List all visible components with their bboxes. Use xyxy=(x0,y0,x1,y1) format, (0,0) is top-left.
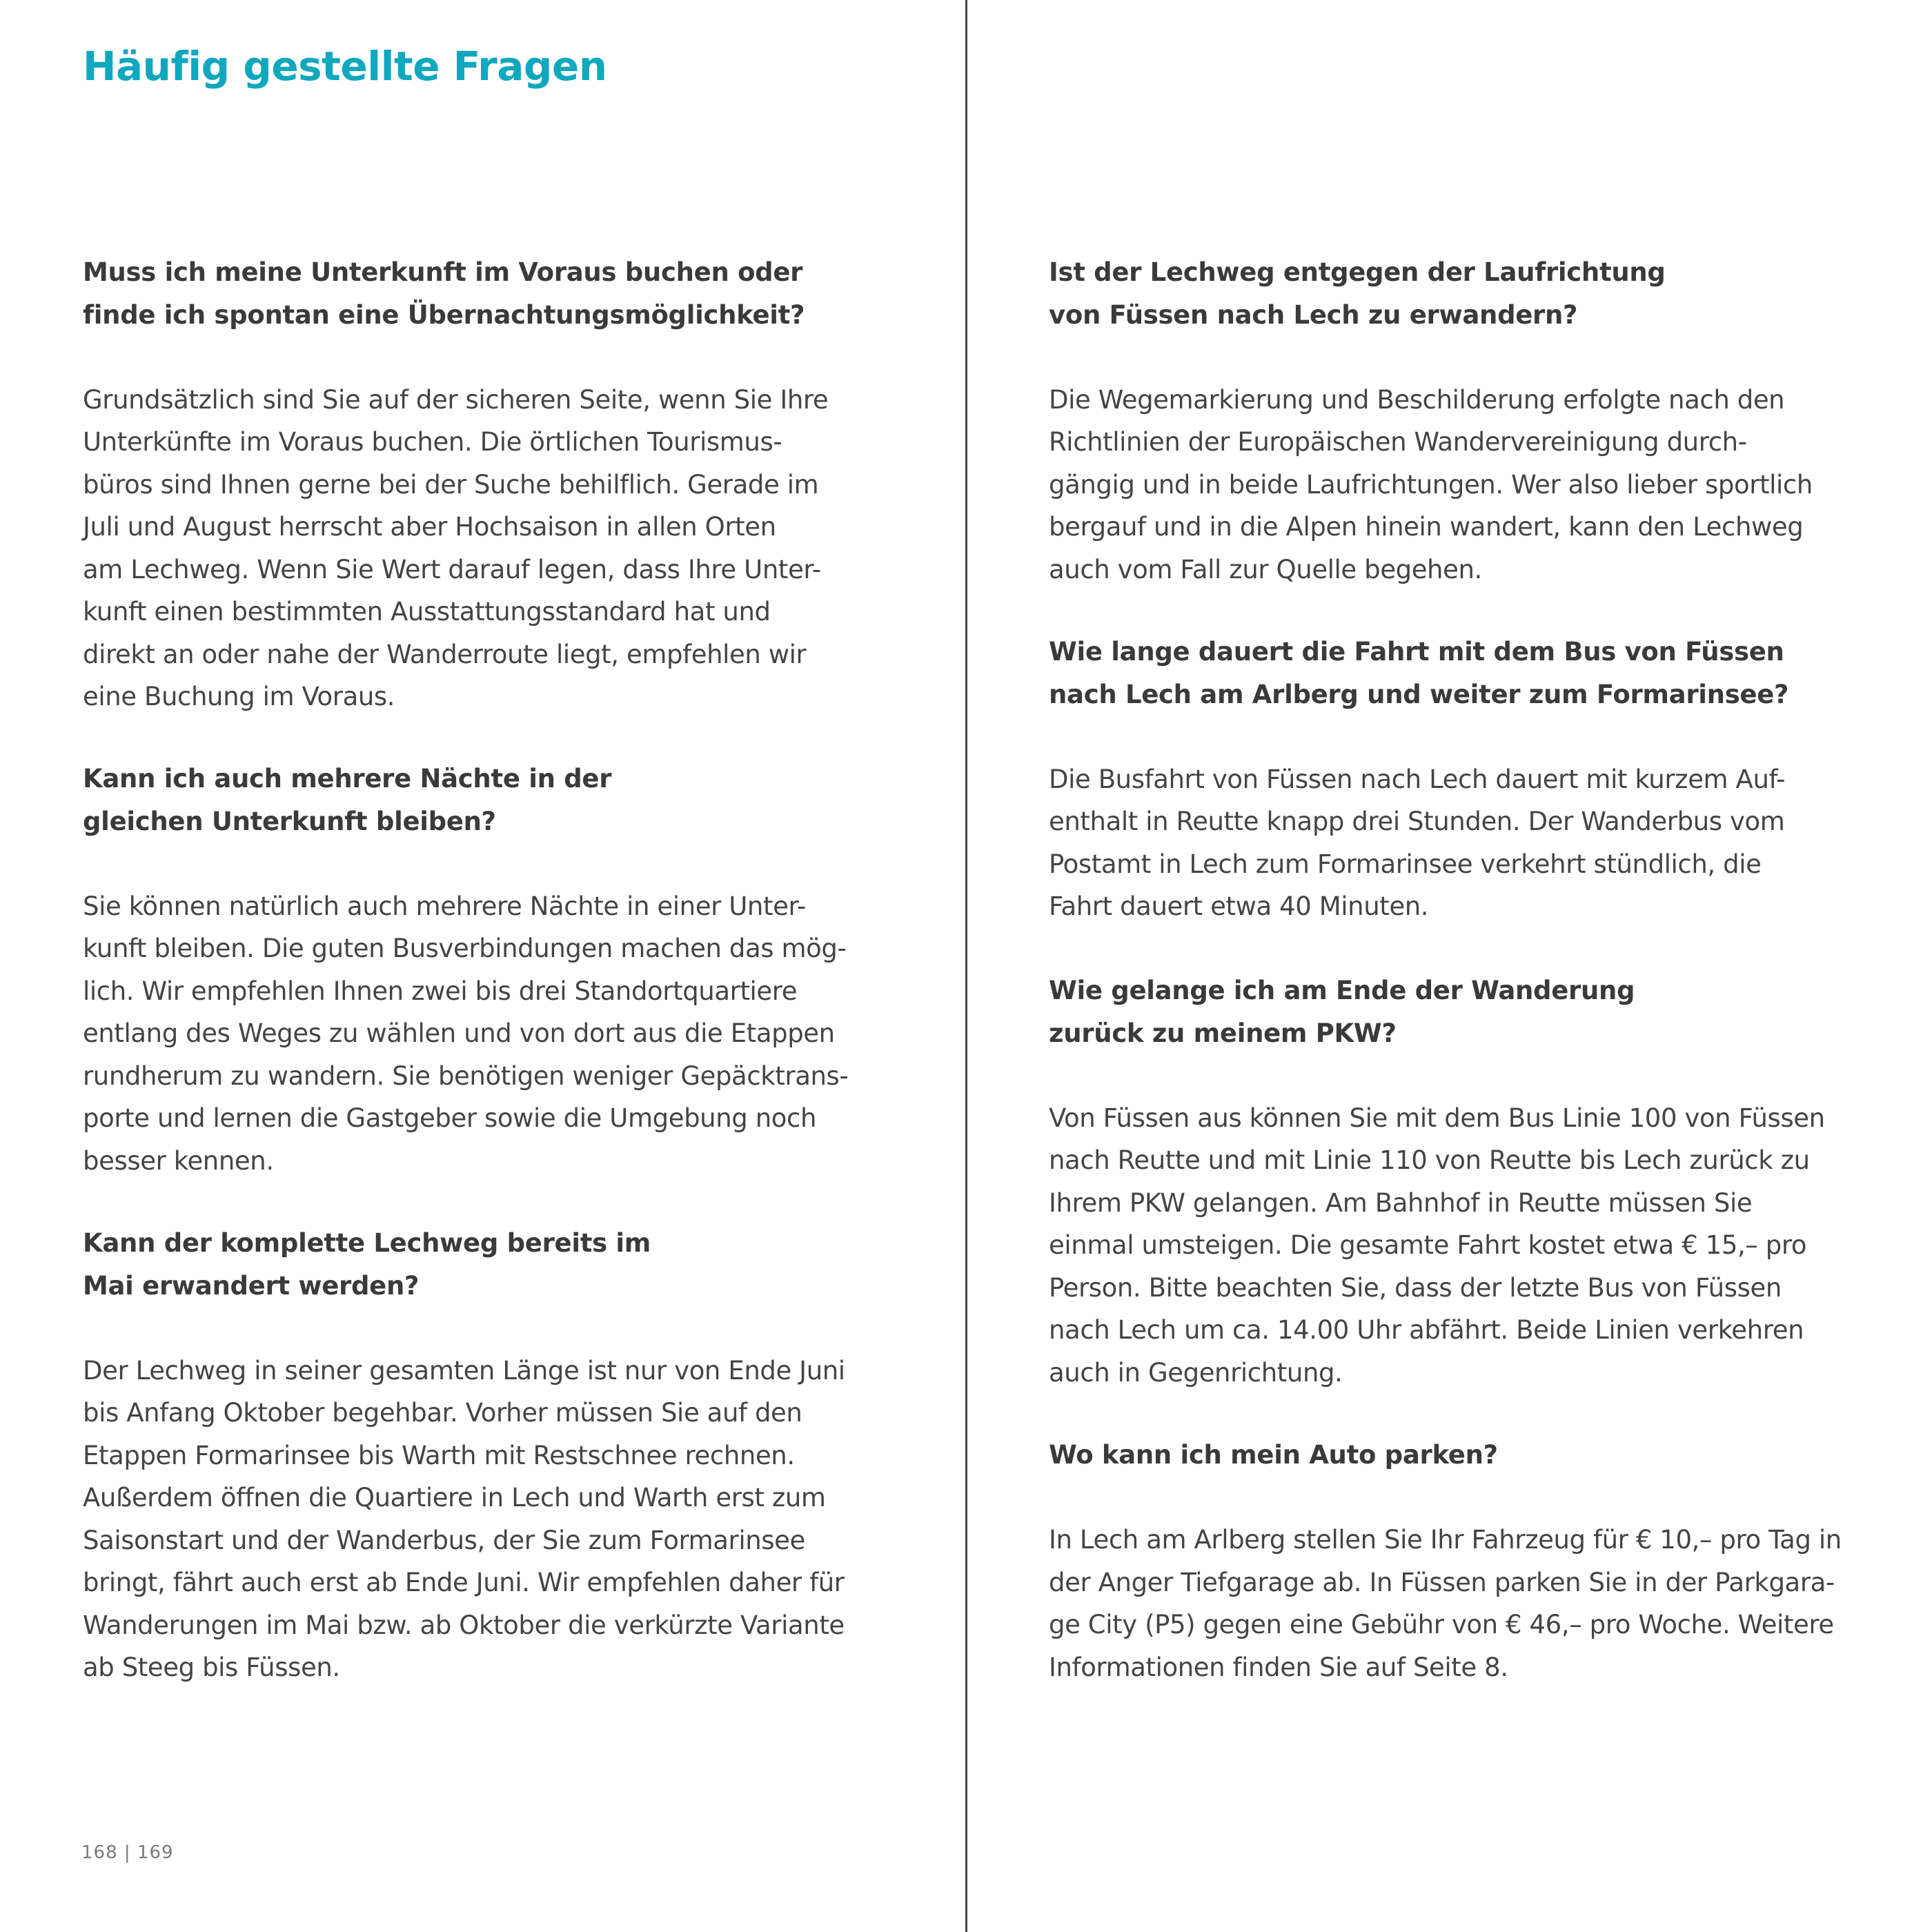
faq-answer xyxy=(83,379,911,718)
answer-line: am Lechweg. Wenn Sie Wert darauf legen, dass Ihre Unter- xyxy=(83,554,821,584)
answer-line: Fahrt dauert etwa 40 Minuten. xyxy=(1049,891,1429,921)
answer-line: Richtlinien der Europäischen Wandervereinigung durch- xyxy=(1049,427,1747,457)
answer-line: nach Reutte und mit Linie 110 von Reutte bis Lech zurück zu xyxy=(1049,1145,1810,1175)
answer-line: der Anger Tiefgarage ab. In Füssen parken Sie in der Parkgara- xyxy=(1049,1567,1835,1597)
answer-line: nach Lech um ca. 14.00 Uhr abfährt. Beide Linien verkehren xyxy=(1049,1315,1804,1345)
answer-line: Der Lechweg in seiner gesamten Länge ist nur von Ende Juni xyxy=(83,1355,845,1386)
answer-line: auch vom Fall zur Quelle begehen. xyxy=(1049,554,1482,584)
faq-answer xyxy=(83,885,911,1183)
answer-line: Person. Bitte beachten Sie, dass der letzte Bus von Füssen xyxy=(1049,1272,1782,1303)
faq-item-multiple-nights xyxy=(83,758,911,1182)
faq-question xyxy=(1049,631,1877,716)
faq-item-booking xyxy=(83,251,911,718)
faq-answer xyxy=(1049,1519,1877,1688)
answer-line: Etappen Formarinsee bis Warth mit Restschnee rechnen. xyxy=(83,1440,795,1470)
answer-line: kunft bleiben. Die guten Busverbindungen machen das mög- xyxy=(83,934,847,963)
faq-question xyxy=(83,758,911,842)
answer-line: In Lech am Arlberg stellen Sie Ihr Fahrzeug für € 10,– pro Tag in xyxy=(1049,1525,1842,1555)
faq-item-bus-duration xyxy=(1049,631,1877,928)
answer-line: Wanderungen im Mai bzw. ab Oktober die verkürzte Variante xyxy=(83,1610,845,1640)
answer-line: auch in Gegenrichtung. xyxy=(1049,1357,1343,1388)
faq-item-return-to-car xyxy=(1049,969,1877,1394)
answer-line: Postamt in Lech zum Formarinsee verkehrt stündlich, die xyxy=(1049,849,1762,879)
question-line: Mai erwandert werden? xyxy=(83,1270,420,1301)
answer-line: Ihrem PKW gelangen. Am Bahnhof in Reutte müssen Sie xyxy=(1049,1187,1753,1218)
answer-line: Die Busfahrt von Füssen nach Lech dauert mit kurzem Auf- xyxy=(1049,764,1786,794)
answer-line: kunft einen bestimmten Ausstattungsstandard hat und xyxy=(83,597,771,627)
faq-answer xyxy=(1049,758,1877,928)
faq-question xyxy=(1049,1434,1877,1477)
faq-question xyxy=(1049,251,1877,336)
answer-line: bergauf und in die Alpen hinein wandert, kann den Lechweg xyxy=(1049,512,1804,542)
answer-line: Juli und August herrscht aber Hochsaison in allen Orten xyxy=(83,512,776,542)
answer-line: ge City (P5) gegen eine Gebühr von € 46,– pro Woche. Weitere xyxy=(1049,1610,1834,1639)
answer-line: gängig und in beide Laufrichtungen. Wer also lieber sportlich xyxy=(1049,469,1813,500)
answer-line: Sie können natürlich auch mehrere Nächte in einer Unter- xyxy=(83,891,806,921)
answer-line: bringt, fährt auch erst ab Ende Juni. Wir empfehlen daher für xyxy=(83,1568,845,1597)
answer-line: rundherum zu wandern. Sie benötigen weniger Gepäcktrans- xyxy=(83,1061,849,1091)
answer-line: Die Wegemarkierung und Beschilderung erfolgte nach den xyxy=(1049,384,1785,415)
answer-line: Von Füssen aus können Sie mit dem Bus Linie 100 von Füssen xyxy=(1049,1103,1825,1133)
answer-line: Grundsätzlich sind Sie auf der sicheren Seite, wenn Sie Ihre xyxy=(83,384,829,415)
answer-line: Informationen finden Sie auf Seite 8. xyxy=(1049,1652,1508,1682)
question-line: zurück zu meinem PKW? xyxy=(1049,1018,1397,1048)
page-title: Häufig gestellte Fragen xyxy=(83,43,607,90)
answer-line: Außerdem öffnen die Quartiere in Lech und Warth erst zum xyxy=(83,1483,826,1512)
answer-line: lich. Wir empfehlen Ihnen zwei bis drei Standortquartiere xyxy=(83,976,798,1006)
question-line: finde ich spontan eine Übernachtungsmöglichkeit? xyxy=(83,299,805,330)
answer-line: enthalt in Reutte knapp drei Stunden. Der Wanderbus vom xyxy=(1049,807,1785,836)
question-line: Wie gelange ich am Ende der Wanderung xyxy=(1049,976,1635,1005)
answer-line: Saisonstart und der Wanderbus, der Sie zum Formarinsee xyxy=(83,1525,805,1555)
faq-item-parking xyxy=(1049,1434,1877,1688)
faq-question xyxy=(83,251,911,336)
question-line: Muss ich meine Unterkunft im Voraus buchen oder xyxy=(83,257,803,287)
page-gutter-divider xyxy=(965,0,967,1932)
question-line: Wo kann ich mein Auto parken? xyxy=(1049,1440,1498,1470)
faq-item-reverse-direction xyxy=(1049,251,1877,591)
faq-answer xyxy=(1049,1097,1877,1394)
faq-question xyxy=(1049,969,1877,1054)
question-line: Wie lange dauert die Fahrt mit dem Bus von Füssen xyxy=(1049,637,1784,667)
faq-answer xyxy=(1049,379,1877,591)
question-line: Kann ich auch mehrere Nächte in der xyxy=(83,764,612,793)
answer-line: bis Anfang Oktober begehbar. Vorher müssen Sie auf den xyxy=(83,1398,802,1428)
answer-line: besser kennen. xyxy=(83,1145,274,1176)
question-line: Ist der Lechweg entgegen der Laufrichtung xyxy=(1049,257,1666,287)
question-line: gleichen Unterkunft bleiben? xyxy=(83,806,496,836)
answer-line: porte und lernen die Gastgeber sowie die Umgebung noch xyxy=(83,1103,816,1133)
answer-line: entlang des Weges zu wählen und von dort aus die Etappen xyxy=(83,1018,835,1048)
answer-line: ab Steeg bis Füssen. xyxy=(83,1653,340,1682)
answer-line: direkt an oder nahe der Wanderroute liegt, empfehlen wir xyxy=(83,639,807,669)
faq-question xyxy=(83,1222,911,1307)
question-line: Kann der komplette Lechweg bereits im xyxy=(83,1228,651,1258)
answer-line: einmal umsteigen. Die gesamte Fahrt kostet etwa € 15,– pro xyxy=(1049,1230,1807,1260)
answer-line: büros sind Ihnen gerne bei der Suche behilflich. Gerade im xyxy=(83,469,819,500)
question-line: nach Lech am Arlberg und weiter zum Formarinsee? xyxy=(1049,679,1789,709)
faq-item-may-hiking xyxy=(83,1222,911,1689)
question-line: von Füssen nach Lech zu erwandern? xyxy=(1049,299,1578,330)
page-numbers: 168 | 169 xyxy=(81,1842,174,1863)
answer-line: Unterkünfte im Voraus buchen. Die örtlichen Tourismus- xyxy=(83,427,782,457)
answer-line: eine Buchung im Voraus. xyxy=(83,682,395,711)
faq-answer xyxy=(83,1350,911,1689)
